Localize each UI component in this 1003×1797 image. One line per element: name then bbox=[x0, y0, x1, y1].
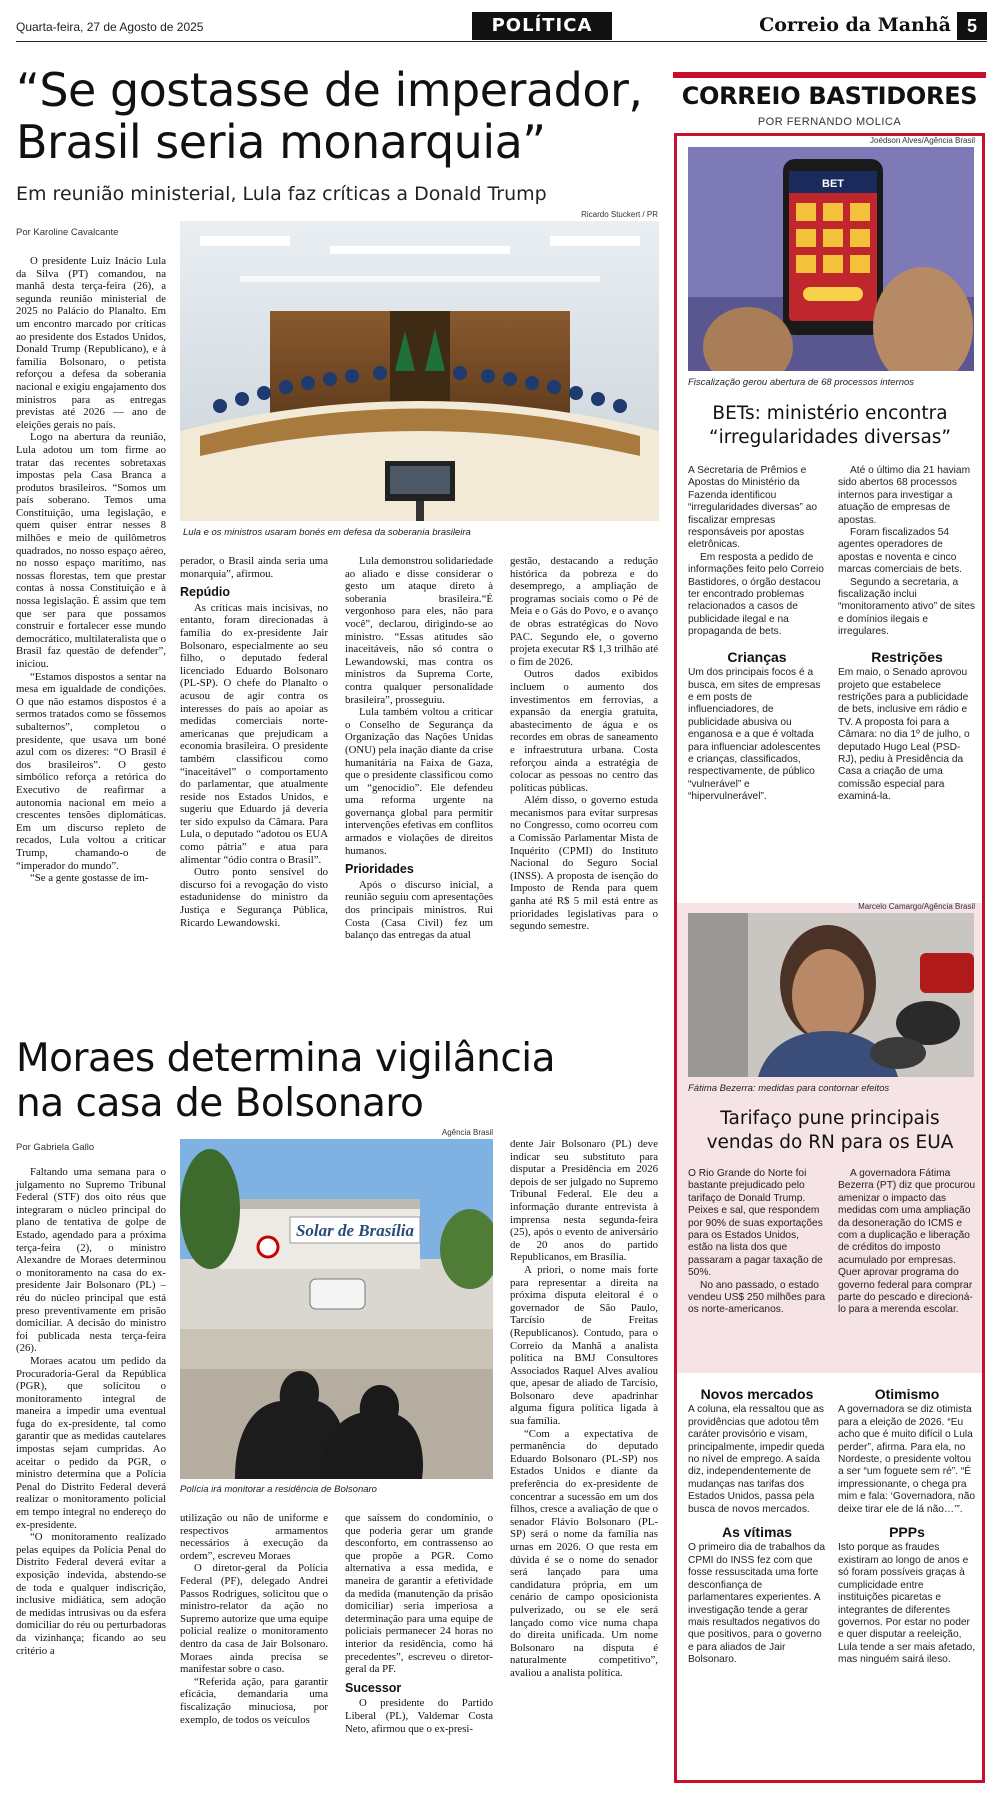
paragraph: perador, o Brasil ainda seria uma monarquia”, afirmou. bbox=[180, 555, 328, 580]
headline-line: Moraes determina vigilância bbox=[16, 1036, 556, 1081]
paragraph: Outros dados exibidos incluem o aumento dos investimentos em ferrovias, a expansão da energia gratuita, abastecimento de água e os recordes em obras de saneamento e infraestrutura urbana. Costa reforçou ainda a estratégia de colocar as pessoas no centro das políticas públicas. bbox=[510, 668, 658, 794]
paragraph: Lula demonstrou solidariedade ao aliado e disse considerar o gesto um ataque direto à soberania brasileira.“É vergonhoso para eles, não para você”, declarou, dirigindo-se ao ministro. “Essas atitudes são inaceitáveis, não só contra o Lewandowski, mas contra os ministros da Suprema Corte, contra qualquer personalidade brasileira”, prosseguiu. bbox=[345, 555, 493, 706]
article2-photo bbox=[180, 1139, 493, 1479]
tarifaco-headline bbox=[680, 1107, 980, 1155]
paragraph: “Com a expectativa de permanência do deputado Eduardo Bolsonaro (PL-SP) nos Estados Unidos e diante da preferência do ex-presidente de concentrar a sucessão em um dos filhos, cresce a avaliação de que o senador Flávio Bolsonaro (PL-SP) será o nome da família nas urnas em 2026. O que resta em dúvida é se o nome do senador será lançado para uma candidatura própria, em um cenário de campo oposicionista pulverizado, ou se ele será lançado como vice numa chapa do direita unificada. Um nome Bolsonaro na disputa é naturalmente competitivo”, avaliou a analista política. bbox=[510, 1427, 658, 1679]
article2-column-2 bbox=[180, 1512, 328, 1726]
article2-headline bbox=[16, 1036, 666, 1126]
article1-column-4 bbox=[510, 555, 658, 933]
paragraph: A governadora se diz otimista para a eleição de 2026. “Eu acho que é muito difícil o Lula perder”, afirma. Para ela, no Nordeste, o presidente voltou a ser “um foguete sem ré”. “É impressionante, o chega pra mim e fala: ‘Governadora, não deixe tirar ele de lá não…’”. bbox=[838, 1404, 976, 1515]
tarifaco-photo-credit: Marcelo Camargo/Agência Brasil bbox=[858, 902, 975, 911]
paragraph: A priori, o nome mais forte para representar a direita na próxima disputa eleitoral é o governador de São Paulo, Tarcísio de Freitas (Republicanos). Contudo, para o Correio da Manhã a analista política na BMJ Consultores Associados Raquel Alves avaliou que, apesar de aliado de Tarcísio, Bolsonaro deve apadrinhar alguma figura política ligada à sua família. bbox=[510, 1263, 658, 1428]
paragraph: “Se a gente gostasse de im- bbox=[30, 872, 149, 885]
paragraph: O presidente do Partido Liberal (PL), Valdemar Costa Neto, afirmou que o ex-presi- bbox=[345, 1697, 493, 1735]
bets-column-right bbox=[838, 465, 976, 804]
page-header bbox=[16, 12, 987, 42]
paragraph: utilização ou não de uniforme e respectivos armamentos necessários à execução da ordem”, escreveu Moraes bbox=[180, 1512, 328, 1562]
bets-photo bbox=[688, 147, 974, 371]
paragraph: A governadora Fátima Bezerra (PT) diz que procurou amenizar o impacto das medidas com uma ampliação da desoneração do ICMS e com a duplicação e liberação de créditos do imposto acumulado por empresas. Quer aprovar programa do governo federal para comprar parte do pescado e direcioná-lo para a merenda escolar. bbox=[838, 1168, 976, 1316]
bets-headline bbox=[680, 402, 980, 450]
paragraph: “Referida ação, para garantir eficácia, demandaria uma fiscalização minuciosa, por exemplo, de todos os veículos bbox=[180, 1675, 328, 1726]
betting-app-phone-image bbox=[688, 147, 974, 371]
tarifaco-caption: Fátima Bezerra: medidas para contornar efeitos bbox=[688, 1083, 890, 1094]
sidebar-byline: POR FERNANDO MOLICA bbox=[757, 116, 902, 128]
subheading: Repúdio bbox=[180, 585, 230, 600]
notes-column-left bbox=[688, 1388, 826, 1667]
headline-line: Brasil seria monarquia” bbox=[16, 115, 546, 169]
cabinet-meeting-image bbox=[180, 221, 659, 521]
bets-caption: Fiscalização gerou abertura de 68 processos internos bbox=[688, 377, 915, 388]
subheading: Prioridades bbox=[345, 862, 414, 877]
paragraph: Após o discurso inicial, a reunião seguiu com apresentações dos principais ministros. Rui Costa (Casa Civil) fez um balanço das entregas da atual bbox=[345, 878, 493, 942]
phone-app-label: BET bbox=[822, 178, 844, 190]
paragraph: A coluna, ela ressaltou que as providências que adotou têm caráter provisório e visam, principalmente, impedir queda no nível de emprego. A saída diz, independentemente de mudanças nas tarifas dos Estados Unidos, passa pela busca de novos mercados. bbox=[688, 1404, 825, 1515]
article2-caption: Polícia irá monitorar a residência de Bolsonaro bbox=[180, 1484, 377, 1495]
paragraph: O primeiro dia de trabalhos da CPMI do INSS fez com que fosse ressuscitada uma forte desconfiança de parlamentares experientes. A investigação tende a gerar mais resultados negativos do que positivos, para o governo e para aliados de Jair Bolsonaro. bbox=[688, 1542, 826, 1666]
headline-line: na casa de Bolsonaro bbox=[16, 1081, 424, 1126]
article2-column-4 bbox=[510, 1138, 658, 1680]
paragraph: No ano passado, o estado vendeu US$ 250 milhões para os norte-americanos. bbox=[688, 1279, 826, 1316]
paragraph: Em resposta a pedido de informações feito pelo Correio Bastidores, o órgão destacou ter encontrado problemas relacionados a casos de publicidade ilegal e na propaganda de bets. bbox=[688, 551, 824, 638]
section-label: POLÍTICA bbox=[472, 12, 612, 40]
article1-subhead: Em reunião ministerial, Lula faz críticas a Donald Trump bbox=[16, 183, 547, 205]
article1-caption: Lula e os ministros usaram bonés em defesa da soberania brasileira bbox=[183, 527, 471, 538]
paragraph: As críticas mais incisivas, no entanto, foram direcionadas à família do ex-presidente Jair Bolsonaro, especialmente ao seu filho, o deputado federal licenciado Eduardo Bolsonaro (PL-SP). O chefe do Planalto o acusou de agir contra os interesses do país ao apoiar as medidas comerciais norte-americanas que prejudicam a economia brasileira. O presidente também classificou como “inaceitável” o comportamento do parlamentar, que atualmente reside nos Estados Unidos, e sugeriu que Eduardo já deveria ter sido expulso da Câmara. Para Lula, o deputado “adotou os EUA como pátria” e atua para alimentar “ódio contra o Brasil”. bbox=[180, 601, 328, 866]
newspaper-logo: Correio da Manhã bbox=[759, 14, 951, 36]
article2-column-3 bbox=[345, 1512, 493, 1735]
paragraph: dente Jair Bolsonaro (PL) deve indicar seu substituto para disputar a Presidência em 2026 depois de ser julgado no Supremo Tribunal Federal. Ele deu a informação durante entrevista à imprensa nesta segunda-feira (25), após o evento de aniversário de 20 anos do partido Republicanos, em Brasília. bbox=[510, 1138, 658, 1264]
tarifaco-column-right bbox=[838, 1168, 976, 1317]
headline-line: BETs: ministério encontra bbox=[712, 403, 948, 424]
paragraph: Além disso, o governo estuda mecanismos para evitar surpresas no Congresso, como ocorreu com a Comissão Parlamentar Mista de Inquérito (CPMI) do Instituto Nacional do Seguro Social (INSS). A proposta de isenção do Imposto de Renda para quem ganha até R$ 5 mil está entre as prioridades legislativas para o segundo semestre. bbox=[510, 794, 658, 933]
sidebar-title: CORREIO BASTIDORES bbox=[681, 82, 978, 110]
article1-photo-credit: Ricardo Stuckert / PR bbox=[581, 210, 658, 219]
paragraph: Até o último dia 21 haviam sido abertos 68 processos internos para investigar a atuação de empresas de apostas. bbox=[838, 465, 971, 526]
page-number: 5 bbox=[957, 12, 987, 40]
subheading: PPPs bbox=[889, 1524, 925, 1541]
article1-column-3 bbox=[345, 555, 493, 942]
bets-photo-credit: Joédson Alves/Agência Brasil bbox=[870, 136, 975, 145]
photo-sign-text: Solar de Brasília bbox=[295, 1221, 415, 1240]
headline-line: “Se gostasse de imperador, bbox=[16, 63, 643, 117]
tarifaco-photo bbox=[688, 913, 974, 1077]
subheading: Novos mercados bbox=[700, 1386, 814, 1402]
paragraph: O diretor-geral da Polícia Federal (PF), delegado Andrei Passos Rodrigues, solicitou que o ministro-relator da ação no Supremo autorize que uma equipe policial realize o monitoramento dentro da casa de Jair Bolsonaro. Moraes ainda precisa se manifestar sobre o caso. bbox=[180, 1562, 328, 1676]
article1-column-1 bbox=[16, 255, 166, 885]
subheading: As vítimas bbox=[721, 1524, 793, 1541]
bets-column-left bbox=[688, 465, 826, 804]
subheading: Sucessor bbox=[345, 1680, 402, 1695]
paragraph: Foram fiscalizados 54 agentes operadores de apostas e noventa e cinco marcas comerciais de bets. bbox=[838, 527, 962, 576]
sidebar-accent-bar bbox=[673, 72, 986, 78]
paragraph: que saíssem do condomínio, o que poderia gerar um grande desconforto, em contrassenso ao que propõe a PGR. Como alternativa a essa medida, e maneira de garantir a efetividade da medida (manutenção da prisão domiciliar) seria imperiosa a determinação para uma equipe de policiais permanecer 24 horas no interior da residência, como há precedentes”, escreveu o diretor-geral da PF. bbox=[345, 1512, 493, 1676]
paragraph: Um dos principais focos é a busca, em sites de empresas e em posts de influenciadores, de publicidade abusiva ou enganosa e a que é voltada para influenciar adolescentes e crianças, classificados, respectivamente, de público “vulnerável” e “hipervulnerável”. bbox=[688, 667, 821, 803]
edition-date: Quarta-feira, 27 de Agosto de 2025 bbox=[16, 20, 204, 34]
governor-portrait-image bbox=[688, 913, 974, 1077]
headline-line: “irregularidades diversas” bbox=[708, 427, 952, 448]
paragraph: A Secretaria de Prêmios e Apostas do Ministério da Fazenda identificou “irregularidades diversas” ao fiscalizar empresas responsáveis por apostas eletrônicas. bbox=[688, 465, 818, 551]
condominium-entrance-image bbox=[180, 1139, 493, 1479]
article1-photo bbox=[180, 221, 659, 521]
article2-byline: Por Gabriela Gallo bbox=[16, 1142, 95, 1153]
paragraph: Moraes acatou um pedido da Procuradoria-Geral da República (PGR), que solicitou o monitoramento integral de maneira a impedir uma eventual fuga do ex-presidente, tal como garantir que as medidas cautelares impostas sejam cumpridas. Ao aceitar o pedido da PGR, o ministro determina que a Polícia Penal do Distrito Federal deverá realizar o monitoramento policial em tempo integral no endereço do ex-presidente. bbox=[16, 1354, 166, 1531]
article2-photo-credit: Agência Brasil bbox=[441, 1128, 493, 1137]
paragraph: Isto porque as fraudes existiram ao longo de anos e só foram possíveis graças à cumplicidade entre instituições picaretas e integrantes de diferentes governos. Por estar no poder e quer disputar a reeleição, Lula tende a ser mais afetado, mas ninguém sairá ileso. bbox=[838, 1542, 976, 1666]
tarifaco-column-left bbox=[688, 1168, 826, 1317]
subheading: Restrições bbox=[871, 648, 943, 665]
notes-column-right bbox=[838, 1388, 976, 1667]
paragraph: Lula também voltou a criticar o Conselho de Segurança da Organização das Nações Unidas (ONU) pela inação diante da crise humanitária na Faixa de Gaza, que o presidente classificou como um “genocídio”. Ele defendeu uma reforma urgente na governança global para permitir intervenções efetivas em conflitos armados e violações de direitos humanos. bbox=[345, 706, 493, 857]
article1-column-2 bbox=[180, 555, 328, 929]
paragraph: “O monitoramento realizado pelas equipes da Polícia Penal do Distrito Federal deverá evitar a exposição indevida, abstendo-se de toda e qualquer indiscrição, inclusive midiática, sem adoção de medidas intrusivas ou da esfera domiciliar do réu ou perturbadoras da vizinhança; ficando ao seu critério a bbox=[16, 1531, 166, 1657]
paragraph: Outro ponto sensível do discurso foi a revogação do visto estadunidense do ministro da Justiça e Segurança Pública, Ricardo Lewandowski. bbox=[180, 866, 328, 929]
paragraph: gestão, destacando a redução histórica da pobreza e do desemprego, a ampliação de programas sociais como o Pé de Meia e o Gás do Povo, e o avanço de obras estratégicas do Novo PAC. Segundo ele, o governo projeta executar R$ 1,3 trilhão até o fim de 2026. bbox=[510, 555, 658, 668]
article1-byline: Por Karoline Cavalcante bbox=[16, 227, 119, 238]
paragraph: Faltando uma semana para o julgamento no Supremo Tribunal Federal (STF) dos oito réus que integraram o núcleo principal do plano de tentativa de golpe de Estado, agendado para a próxima terça-feira (2), o ministro Alexandre de Moraes determinou o monitoramento na casa do ex-presidente Jair Bolsonaro (PL) – réu do núcleo principal que está preso preventivamente em prisão domiciliar. A decisão do ministro foi publicada nesta terça-feira (26). bbox=[16, 1166, 166, 1355]
paragraph: O presidente Luiz Inácio Lula da Silva (PT) comandou, na manhã desta terça-feira (26), a segunda reunião ministerial de 2025 no Palácio do Planalto. Em um encontro marcado por críticas ao presidente dos Estados Unidos, Donald Trump (Republicano), e à família Bolsonaro, o petista reforçou a defesa da soberania nacional e exigiu engajamento dos ministros para as entregas previstas até 2026 — ano de eleições gerais no país. bbox=[16, 255, 166, 431]
article2-column-1 bbox=[16, 1166, 166, 1657]
article1-headline bbox=[16, 64, 666, 168]
paragraph: Segundo a secretaria, a fiscalização inclui “monitoramento ativo” de sites e domínios ilegais e irregulares. bbox=[838, 576, 976, 638]
subheading: Otimismo bbox=[874, 1386, 940, 1402]
headline-line: Tarifaço pune principais bbox=[720, 1108, 940, 1129]
subheading: Crianças bbox=[727, 648, 787, 665]
paragraph: Em maio, o Senado aprovou projeto que estabelece restrições para a publicidade de bets, inclusive em rádio e TV. A proposta foi para a Câmara: no dia 1º de julho, o deputado Hugo Leal (PSD-RJ), pediu à Presidência da Casa a criação de uma comissão especial para examiná-la. bbox=[838, 667, 970, 803]
paragraph: O Rio Grande do Norte foi bastante prejudicado pelo tarifaço de Donald Trump. Peixes e sal, que respondem por 90% de suas exportações para os Estados Unidos, estão na lista dos que passaram a pagar taxação de 50%. bbox=[688, 1168, 823, 1279]
headline-line: vendas do RN para os EUA bbox=[706, 1132, 954, 1153]
paragraph: “Estamos dispostos a sentar na mesa em igualdade de condições. O que não estamos dispostos é a sermos tratados como se fôssemos subalternos”, completou o presidente, que usava um boné azul com os dizeres: “O Brasil é dos brasileiros”. O gesto simbólico reforça a retórica do Executivo de reafirmar a autonomia nacional em meio a crescentes tensões diplomáticas. Em um discurso repleto de recados, Lula voltou a criticar Trump, chamando-o de “imperador do mundo”. bbox=[16, 670, 166, 872]
paragraph: Logo na abertura da reunião, Lula adotou um tom firme ao tratar das recentes sobretaxas impostas pela Casa Branca a produtos brasileiros. “Somos um país soberano. Temos uma Constituição, uma legislação, e quem quiser entrar nesses 8 milhões e meio de quilômetros quadrados, no nosso espaço aéreo, no nosso espaço marítimo, nas nossas florestas, tem que prestar contas à nossa Constituição e à nossa legislação. É assim que tem que ser para que possamos construir e fortalecer esse mundo democrático, multilateralista que o Brasil faz questão de defender”, iniciou. bbox=[16, 431, 166, 670]
